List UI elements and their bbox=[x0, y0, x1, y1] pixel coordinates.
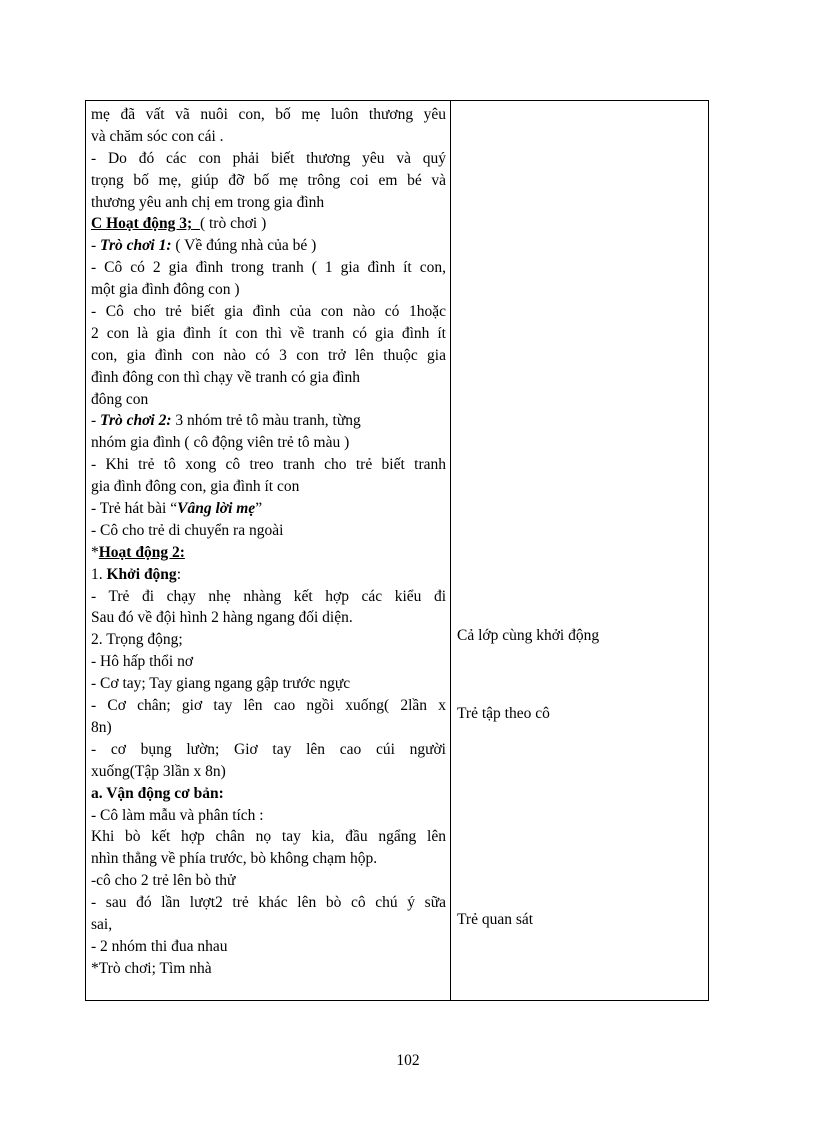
basic-movement-heading: a. Vận động cơ bản: bbox=[91, 784, 224, 802]
text-line: - Cô cho trẻ di chuyển ra ngoài bbox=[91, 521, 284, 539]
warmup-title: Khởi động bbox=[106, 565, 177, 583]
game-2-line: - Trò chơi 2: 3 nhóm trẻ tô màu tranh, từng bbox=[91, 412, 361, 430]
game-1-title: Trò chơi 1: bbox=[100, 237, 172, 255]
text-line: 2 con là gia đình ít con thì về tranh có gia đình ít bbox=[91, 324, 446, 342]
text-line: và chăm sóc con cái . bbox=[91, 127, 224, 145]
text-line: - Khi trẻ tô xong cô treo tranh cho trẻ biết tranh bbox=[91, 456, 446, 474]
text-line: - cơ bụng lườn; Giơ tay lên cao cúi người bbox=[91, 740, 446, 758]
song-title: Vâng lời mẹ bbox=[177, 500, 256, 518]
section-heading-activity-2: *Hoạt động 2: bbox=[91, 543, 185, 561]
text-line: - Trẻ đi chạy nhẹ nhàng kết hợp các kiểu đi bbox=[91, 587, 446, 605]
text-line: -cô cho 2 trẻ lên bò thử bbox=[91, 872, 236, 890]
text-line: trọng bố mẹ, giúp đỡ bố mẹ trông coi em bé và bbox=[91, 171, 446, 189]
text-line: Sau đó về đội hình 2 hàng ngang đối diện. bbox=[91, 609, 353, 627]
text-line: một gia đình đông con ) bbox=[91, 281, 240, 299]
text-line: con, gia đình con nào có 3 con trở lên thuộc gia bbox=[91, 346, 446, 364]
text-line: 8n) bbox=[91, 718, 112, 736]
text-line: - Cô làm mẫu và phân tích : bbox=[91, 806, 264, 824]
text-line: mẹ đã vất vã nuôi con, bố mẹ luôn thương yêu bbox=[91, 106, 446, 123]
text-line: nhóm gia đình ( cô động viên trẻ tô màu ) bbox=[91, 434, 350, 452]
text-line: đình đông con thì chạy về tranh có gia đình bbox=[91, 368, 361, 386]
page-number: 102 bbox=[396, 1052, 420, 1069]
activity-column bbox=[91, 104, 446, 980]
text-line: - Hô hấp thổi nơ bbox=[91, 653, 194, 671]
text-line: sai, bbox=[91, 915, 113, 933]
text-line: Khi bò kết hợp chân nọ tay kia, đầu ngẩng lên bbox=[91, 828, 446, 846]
note-warmup: Cả lớp cùng khởi động bbox=[457, 627, 600, 644]
note-follow: Trẻ tập theo cô bbox=[457, 705, 550, 722]
text-line: nhìn thẳng về phía trước, bò không chạm hộp. bbox=[91, 850, 378, 868]
column-divider bbox=[450, 101, 451, 1000]
text-line: *Trò chơi; Tìm nhà bbox=[91, 959, 212, 977]
lesson-table bbox=[85, 100, 709, 1001]
text-line: - Do đó các con phải biết thương yêu và quý bbox=[91, 149, 446, 167]
text-line: xuống(Tập 3lần x 8n) bbox=[91, 762, 226, 780]
game-2-title: Trò chơi 2: bbox=[100, 412, 172, 430]
text-line: đông con bbox=[91, 390, 149, 408]
text-line: 2. Trọng động; bbox=[91, 631, 183, 649]
heading-bold: C Hoạt động 3; bbox=[91, 215, 193, 233]
text-line: thương yêu anh chị em trong gia đình bbox=[91, 193, 325, 211]
song-line: - Trẻ hát bài “Vâng lời mẹ” bbox=[91, 500, 263, 518]
text-line: - 2 nhóm thi đua nhau bbox=[91, 937, 228, 955]
text-line: gia đình đông con, gia đình ít con bbox=[91, 478, 300, 496]
text-line: - sau đó lần lượt2 trẻ khác lên bò cô chú ý sữa bbox=[91, 894, 446, 912]
note-observe: Trẻ quan sát bbox=[457, 911, 534, 928]
heading-bold: Hoạt động 2: bbox=[98, 543, 185, 561]
text-line: - Cô có 2 gia đình trong tranh ( 1 gia đình ít con, bbox=[91, 259, 446, 277]
text-line: - Cô cho trẻ biết gia đình của con nào có 1hoặc bbox=[91, 303, 446, 321]
game-1-line: - Trò chơi 1: ( Về đúng nhà của bé ) bbox=[91, 237, 317, 255]
text-line: - Cơ chân; giơ tay lên cao ngồi xuống( 2lần x bbox=[91, 697, 446, 715]
warmup-heading: 1. Khởi động: bbox=[91, 565, 181, 583]
text-line: - Cơ tay; Tay giang ngang gập trước ngực bbox=[91, 675, 351, 693]
section-heading-activity-3 bbox=[91, 213, 446, 235]
heading-tail: ( trò chơi ) bbox=[199, 215, 267, 233]
